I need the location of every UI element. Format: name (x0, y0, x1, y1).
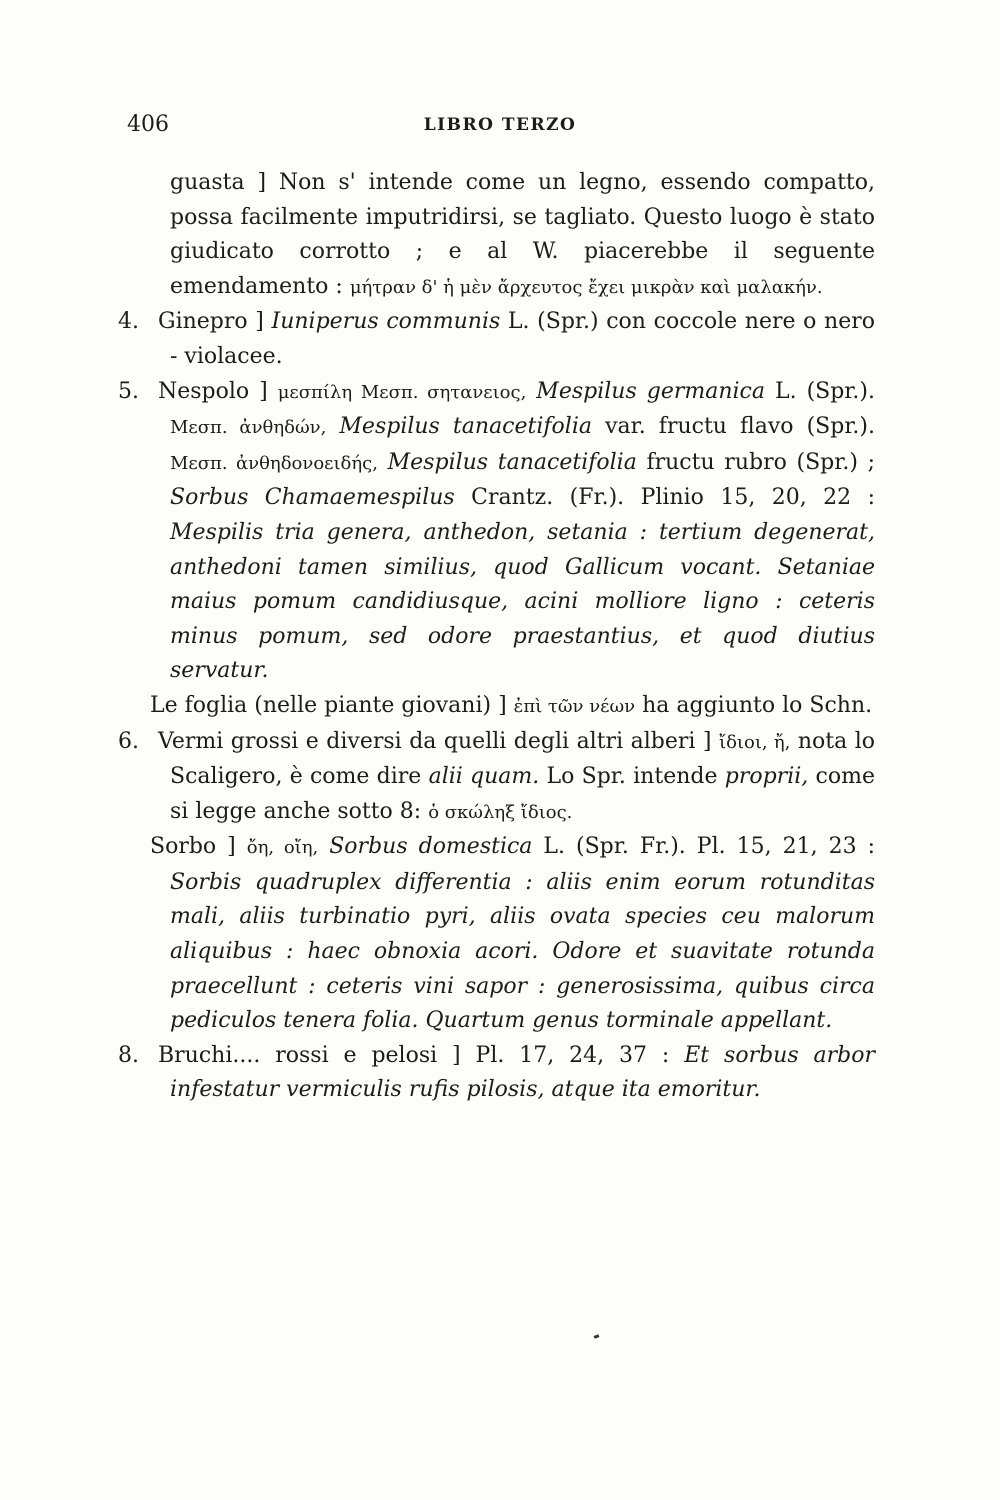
greek-text: ὁ σκώληξ ἴδιος. (428, 801, 573, 823)
greek-text: ἐπὶ τῶν νέων (513, 695, 636, 717)
italic-text: Mespilus tanacetifolia (326, 414, 592, 440)
note-number: 8. (118, 1042, 139, 1068)
text-run: fructu rubro (Spr.) ; (636, 449, 875, 475)
note-8 (118, 1039, 875, 1108)
continuation-paragraph (118, 166, 875, 305)
text-run: come si legge anche sotto 8: (170, 764, 875, 824)
body-text (118, 166, 875, 1108)
text-run: Lo Spr. intende (539, 764, 725, 790)
italic-text: alii quam. (428, 764, 540, 790)
running-title: LIBRO TERZO (423, 115, 577, 135)
italic-text: Iuniperus communis (271, 309, 501, 335)
text-run: Crantz. (Fr.). Plinio 15, 20, 22 : (454, 485, 876, 511)
note-number: 5. (118, 378, 139, 404)
italic-text: Et sorbus arbor infestatur vermiculis rufis pilosis, atque ita emoritur. (170, 1042, 875, 1103)
text-run: L. (Spr.). (764, 378, 875, 404)
text-run: ha aggiunto lo Schn. (635, 692, 873, 718)
greek-text: Μεσπ. ἀνθηδών, (170, 417, 327, 439)
text-run: Sorbo ] (150, 834, 247, 860)
italic-text: Sorbus domestica (318, 834, 533, 860)
greek-text: μήτραν δ' ἡ μὲν ἄρχευτος ἔχει μικρὰν καὶ μαλακήν. (349, 276, 823, 298)
italic-text: Mespilus tanacetifolia (377, 449, 637, 475)
greek-text: ὄη, οἴη, (246, 837, 319, 859)
text-run: Le foglia (nelle piante giovani) ] (150, 692, 514, 718)
greek-text: ἴδιοι, ἤ, (719, 731, 791, 753)
greek-text: μεσπίλη Μεσπ. σητανειος, (277, 381, 527, 403)
subnote-6-sorbo (118, 830, 875, 1039)
note-4 (118, 305, 875, 374)
print-speck (594, 1334, 600, 1339)
page-header (0, 112, 1000, 142)
text-run: L. (Spr. Fr.). Pl. 15, 21, 23 : (532, 834, 875, 860)
subnote-5-leaves (118, 689, 875, 725)
text-run: var. fructu flavo (Spr.). (591, 414, 875, 440)
text-run: nota lo Scaligero, è come dire (170, 728, 876, 790)
text-run: L. (Spr.) con coccole nere o nero - violacee. (170, 309, 875, 369)
italic-text: Sorbis quadruplex differentia : aliis enim eorum rotunditas mali, aliis turbinatio pyri, aliis ovata species ceu malorum aliquibus : haec obnoxia acori. Odore et suavitate rotunda praecellunt : ceteris vini sapor : generosissima, quibus circa pediculos tenera folia. Quartum genus torminale appellant. (170, 869, 875, 1034)
note-6 (118, 725, 875, 831)
page-number: 406 (127, 112, 169, 137)
text-run: Nespolo ] (158, 378, 278, 404)
text-run: guasta ] Non s' intende come un legno, essendo compatto, possa facilmente imputridirsi, se tagliato. Questo luogo è stato giudicato corrotto ; e al W. piacerebbe il seguente emendamento : (170, 170, 875, 299)
italic-text: Sorbus Chamaemespilus (170, 485, 455, 511)
text-run: Ginepro ] (158, 309, 272, 335)
note-5 (118, 375, 875, 689)
greek-text: Μεσπ. ἀνθηδονοειδής, (170, 452, 378, 474)
text-run: Bruchi.... rossi e pelosi ] Pl. 17, 24, 37 : (158, 1042, 685, 1068)
italic-text: proprii, (724, 764, 809, 790)
text-run: Vermi grossi e diversi da quelli degli altri alberi ] (158, 728, 720, 754)
italic-text: Mespilis tria genera, anthedon, setania : tertium degenerat, anthedoni tamen similius, quod Gallicum vocant. Setaniae maius pomum candidiusque, acini molliore ligno : ceteris minus pomum, sed odore praestantius, et quod diutius servatur. (170, 519, 875, 684)
note-number: 4. (118, 309, 139, 335)
note-number: 6. (118, 728, 139, 754)
italic-text: Mespilus germanica (526, 378, 765, 404)
